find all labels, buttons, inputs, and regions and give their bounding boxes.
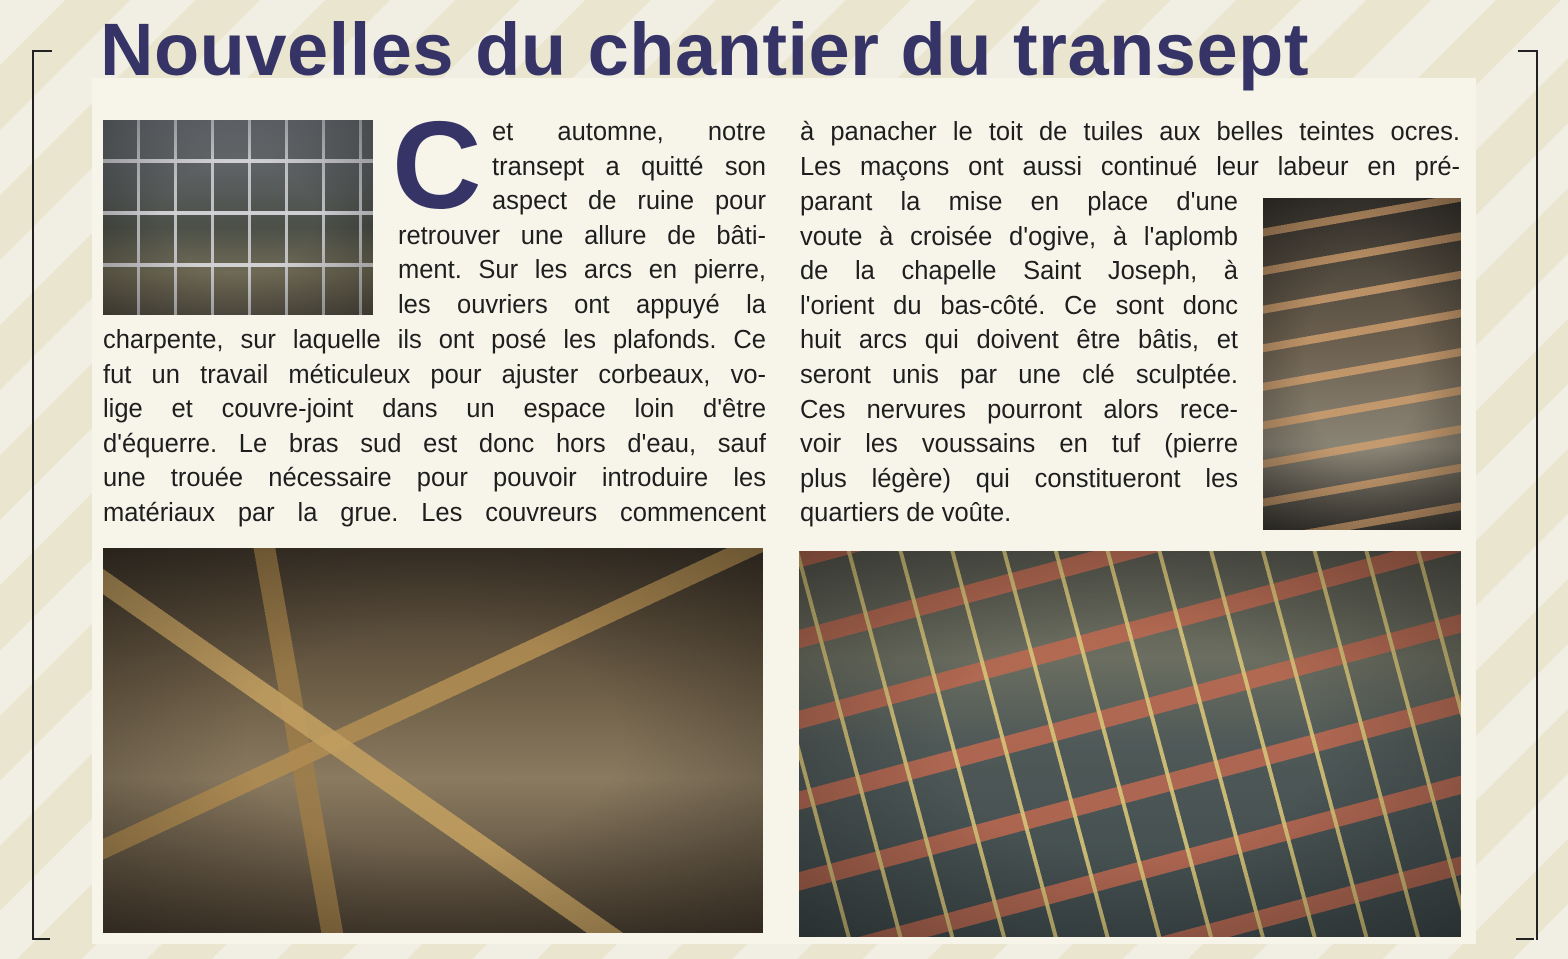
text-line: Ces nervures pourront alors rece- xyxy=(800,395,1238,424)
text-line: et automne, notre xyxy=(492,118,766,146)
text-line: de la chapelle Saint Joseph, à xyxy=(800,257,1238,286)
text-line: voir les voussains en tuf (pierre xyxy=(800,430,1238,459)
text-line: quartiers de voûte. xyxy=(800,499,1012,528)
text-line: plus légère) qui constitueront les xyxy=(800,464,1238,493)
text-line: aspect de ruine pour xyxy=(492,187,766,216)
article-title: Nouvelles du chantier du transept xyxy=(100,8,1309,91)
photo-scaffolding xyxy=(103,120,373,315)
photo-tiled-roof xyxy=(799,551,1461,937)
photo-timber-frame xyxy=(103,548,763,933)
photo-vault-arch xyxy=(1263,198,1461,530)
text-line: huit arcs qui doivent être bâtis, et xyxy=(800,326,1238,355)
drop-cap: C xyxy=(392,97,482,235)
text-line: voute à croisée d'ogive, à l'aplomb xyxy=(800,222,1238,251)
text-line: Les maçons ont aussi continué leur labeur en pré- xyxy=(800,152,1460,181)
text-line: les ouvriers ont appuyé la xyxy=(398,291,766,319)
text-line: transept a quitté son xyxy=(492,152,766,181)
text-line: parant la mise en place d'une xyxy=(800,188,1238,216)
text-line: matériaux par la grue. Les couvreurs commencent xyxy=(103,499,766,527)
text-line: ment. Sur les arcs en pierre, xyxy=(398,256,766,285)
text-line: l'orient du bas-côté. Ce sont donc xyxy=(800,291,1238,320)
text-line: à panacher le toit de tuiles aux belles teintes ocres. xyxy=(800,118,1460,146)
text-line: charpente, sur laquelle ils ont posé les plafonds. Ce xyxy=(103,326,766,354)
text-line: d'équerre. Le bras sud est donc hors d'eau, sauf xyxy=(103,429,766,458)
text-line: lige et couvre-joint dans un espace loin d'être xyxy=(103,395,766,424)
text-line: seront unis par une clé sculptée. xyxy=(800,361,1238,389)
text-line: fut un travail méticuleux pour ajuster corbeaux, vo- xyxy=(103,360,766,389)
text-line: retrouver une allure de bâti- xyxy=(398,221,766,250)
text-line: une trouée nécessaire pour pouvoir introduire les xyxy=(103,464,766,493)
